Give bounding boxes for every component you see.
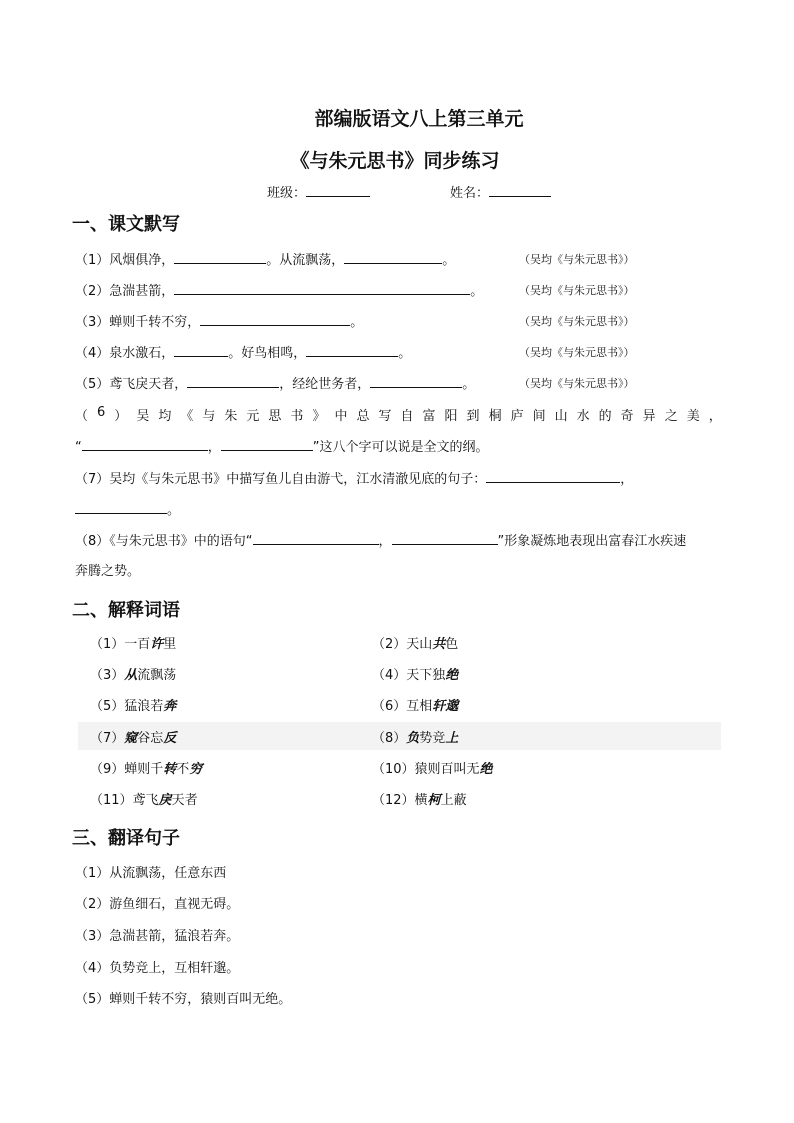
vocabulary-text: （9）蝉则千: [90, 762, 164, 777]
question-7-line-1: [75, 468, 633, 487]
q6-text-c: ”这八个字可以说是全文的纲。: [312, 440, 489, 455]
vocabulary-keyword: 转: [163, 762, 177, 777]
q6-char: 的: [598, 409, 612, 424]
q6-blank-2[interactable]: [221, 438, 313, 451]
question-7-line-2: [75, 499, 180, 518]
q1-blank-2[interactable]: [344, 251, 442, 264]
q1-text-a: （1）风烟俱净，: [75, 253, 175, 268]
vocabulary-text: 势竞: [419, 731, 446, 746]
q6-char: 富: [422, 409, 436, 424]
vocabulary-item: [372, 664, 458, 683]
q5-source: （吴均《与朱元思书》）: [519, 377, 635, 390]
q8-text-a: （8）《与朱元思书》中的语句“: [75, 534, 253, 549]
vocabulary-keyword: 绝: [479, 762, 493, 777]
q3-text-a: （3）蝉则千转不穷，: [75, 315, 201, 330]
q6-char: 异: [642, 409, 656, 424]
q7-text-a: （7）吴均《与朱元思书》中描写鱼儿自由游弋，江水清澈见底的句子：: [75, 472, 487, 487]
q7-blank-2[interactable]: [75, 501, 167, 514]
q6-blank-1[interactable]: [82, 438, 208, 451]
q6-char: 间: [532, 409, 546, 424]
class-blank[interactable]: [306, 184, 370, 197]
vocabulary-keyword: 穷: [189, 762, 203, 777]
vocabulary-item: [90, 727, 176, 746]
translation-item: （5）蝉则千转不穷，猿则百叫无绝。: [75, 992, 292, 1007]
vocabulary-text: 上蔽: [440, 793, 467, 808]
question-8-line-2: 奔腾之势。: [75, 564, 141, 579]
vocabulary-item: [372, 758, 493, 777]
q8-blank-1[interactable]: [253, 532, 379, 545]
q6-char: 庐: [510, 409, 524, 424]
translation-item: （2）游鱼细石，直视无碍。: [75, 897, 240, 912]
q4-blank-2[interactable]: [306, 344, 398, 357]
vocabulary-text: （7）: [90, 731, 125, 746]
class-label: 班级：: [267, 186, 307, 201]
q4-text-b: 。好鸟相鸣，: [228, 346, 307, 361]
q3-source: （吴均《与朱元思书》）: [519, 315, 635, 328]
class-field: [267, 182, 370, 201]
q8-text-c: ”形象凝炼地表现出富春江水疾速: [497, 534, 687, 549]
vocabulary-text: （3）: [90, 668, 125, 683]
vocabulary-text: （11）鸢飞: [90, 793, 159, 808]
question-3: [75, 311, 363, 330]
q6-char: 桐: [488, 409, 502, 424]
q6-char: 之: [664, 409, 678, 424]
vocabulary-text: （2）天山: [372, 637, 433, 652]
vocabulary-keyword: 共: [432, 637, 446, 652]
vocabulary-keyword: 戾: [158, 793, 172, 808]
q6-char: 6: [97, 405, 106, 420]
vocabulary-text: 里: [163, 637, 177, 652]
q2-text-b: 。: [470, 284, 484, 299]
q6-char: 山: [554, 409, 568, 424]
vocabulary-text: （10）猿则百叫无: [372, 762, 480, 777]
vocabulary-text: 流飘荡: [137, 668, 177, 683]
question-4: [75, 342, 411, 361]
vocabulary-keyword: 绝: [445, 668, 459, 683]
vocabulary-text: （8）: [372, 731, 407, 746]
vocabulary-keyword: 奔: [163, 699, 177, 714]
q1-text-c: 。: [442, 253, 456, 268]
q2-text-a: （2）急湍甚箭，: [75, 284, 175, 299]
q6-char: 中: [334, 409, 348, 424]
q2-blank-1[interactable]: [174, 282, 470, 295]
q6-char: （: [75, 409, 89, 424]
q6-text-b: ，: [207, 440, 221, 455]
q6-char: 元: [246, 409, 260, 424]
vocabulary-text: 色: [445, 637, 459, 652]
q6-char: 吴: [136, 409, 150, 424]
q6-char: 自: [400, 409, 414, 424]
q1-source: （吴均《与朱元思书》）: [519, 253, 635, 266]
q6-text-a: “: [75, 440, 82, 455]
q6-char: 与: [202, 409, 216, 424]
vocabulary-item: [90, 695, 176, 714]
vocabulary-keyword: 许: [150, 637, 164, 652]
q6-char: 均: [158, 409, 172, 424]
q6-char: 总: [356, 409, 370, 424]
q5-text-c: 。: [462, 377, 476, 392]
page-subtitle: 《与朱元思书》同步练习: [290, 150, 500, 172]
translation-item: （3）急湍甚箭，猛浪若奔。: [75, 929, 240, 944]
q4-source: （吴均《与朱元思书》）: [519, 346, 635, 359]
name-label: 姓名：: [450, 186, 490, 201]
name-field: [450, 182, 551, 201]
vocabulary-keyword: 反: [163, 731, 177, 746]
q3-blank-1[interactable]: [200, 313, 350, 326]
vocabulary-keyword: 从: [124, 668, 138, 683]
question-1: [75, 249, 455, 268]
q6-char: 《: [180, 409, 194, 424]
vocabulary-item: [90, 758, 202, 777]
q1-text-b: 。从流飘荡，: [266, 253, 345, 268]
vocabulary-item: [90, 633, 176, 652]
q4-text-c: 。: [398, 346, 412, 361]
q3-text-b: 。: [350, 315, 364, 330]
vocabulary-text: （12）横: [372, 793, 428, 808]
q4-blank-1[interactable]: [174, 344, 228, 357]
section-heading-translation: 三、翻译句子: [72, 828, 180, 849]
q6-char: 奇: [620, 409, 634, 424]
section-heading-vocabulary: 二、解释词语: [72, 600, 180, 621]
q6-char: 写: [378, 409, 392, 424]
q5-blank-1[interactable]: [187, 375, 279, 388]
vocabulary-text: （1）一百: [90, 637, 151, 652]
q5-blank-2[interactable]: [370, 375, 462, 388]
question-5: [75, 373, 475, 392]
vocabulary-item: [90, 664, 176, 683]
q5-text-a: （5）鸢飞戾天者，: [75, 377, 188, 392]
vocabulary-keyword: 柯: [427, 793, 441, 808]
vocabulary-item: [372, 727, 458, 746]
vocabulary-keyword: 窥: [124, 731, 138, 746]
q1-blank-1[interactable]: [174, 251, 266, 264]
vocabulary-keyword: 轩邈: [432, 699, 459, 714]
q6-char: ）: [114, 409, 128, 424]
vocabulary-keyword: 负: [406, 731, 420, 746]
q4-text-a: （4）泉水激石，: [75, 346, 175, 361]
q7-text-comma: ，: [620, 472, 634, 487]
q7-blank-1[interactable]: [486, 470, 620, 483]
translation-item: （4）负势竞上，互相轩邈。: [75, 961, 240, 976]
q6-char: 朱: [224, 409, 238, 424]
q8-text-b: ，: [378, 534, 392, 549]
q6-char: 思: [268, 409, 282, 424]
vocabulary-text: （6）互相: [372, 699, 433, 714]
vocabulary-keyword: 上: [445, 731, 459, 746]
question-6-line-1: [75, 405, 722, 424]
question-2: [75, 280, 483, 299]
vocabulary-item: [372, 789, 467, 808]
q6-char: ，: [708, 409, 722, 424]
q6-char: 水: [576, 409, 590, 424]
question-6-line-2: [75, 436, 489, 455]
vocabulary-text: 天者: [171, 793, 198, 808]
q6-char: 到: [466, 409, 480, 424]
vocabulary-item: [90, 789, 198, 808]
q6-char: 美: [686, 409, 700, 424]
q5-text-b: ，经纶世务者，: [279, 377, 371, 392]
translation-item: （1）从流飘荡，任意东西: [75, 866, 227, 881]
name-blank[interactable]: [489, 184, 551, 197]
vocabulary-text: 谷忘: [137, 731, 164, 746]
q7-text-end: 。: [167, 503, 181, 518]
q8-blank-2[interactable]: [392, 532, 498, 545]
q2-source: （吴均《与朱元思书》）: [519, 284, 635, 297]
section-heading-dictation: 一、课文默写: [72, 214, 180, 235]
vocabulary-item: [372, 633, 458, 652]
q6-char: 》: [312, 409, 326, 424]
q6-char: 书: [290, 409, 304, 424]
q6-char: 阳: [444, 409, 458, 424]
vocabulary-item: [372, 695, 458, 714]
vocabulary-text: （4）天下独: [372, 668, 446, 683]
vocabulary-text: 不: [176, 762, 190, 777]
page-title: 部编版语文八上第三单元: [314, 108, 524, 130]
question-8-line-1: [75, 530, 686, 549]
vocabulary-text: （5）猛浪若: [90, 699, 164, 714]
